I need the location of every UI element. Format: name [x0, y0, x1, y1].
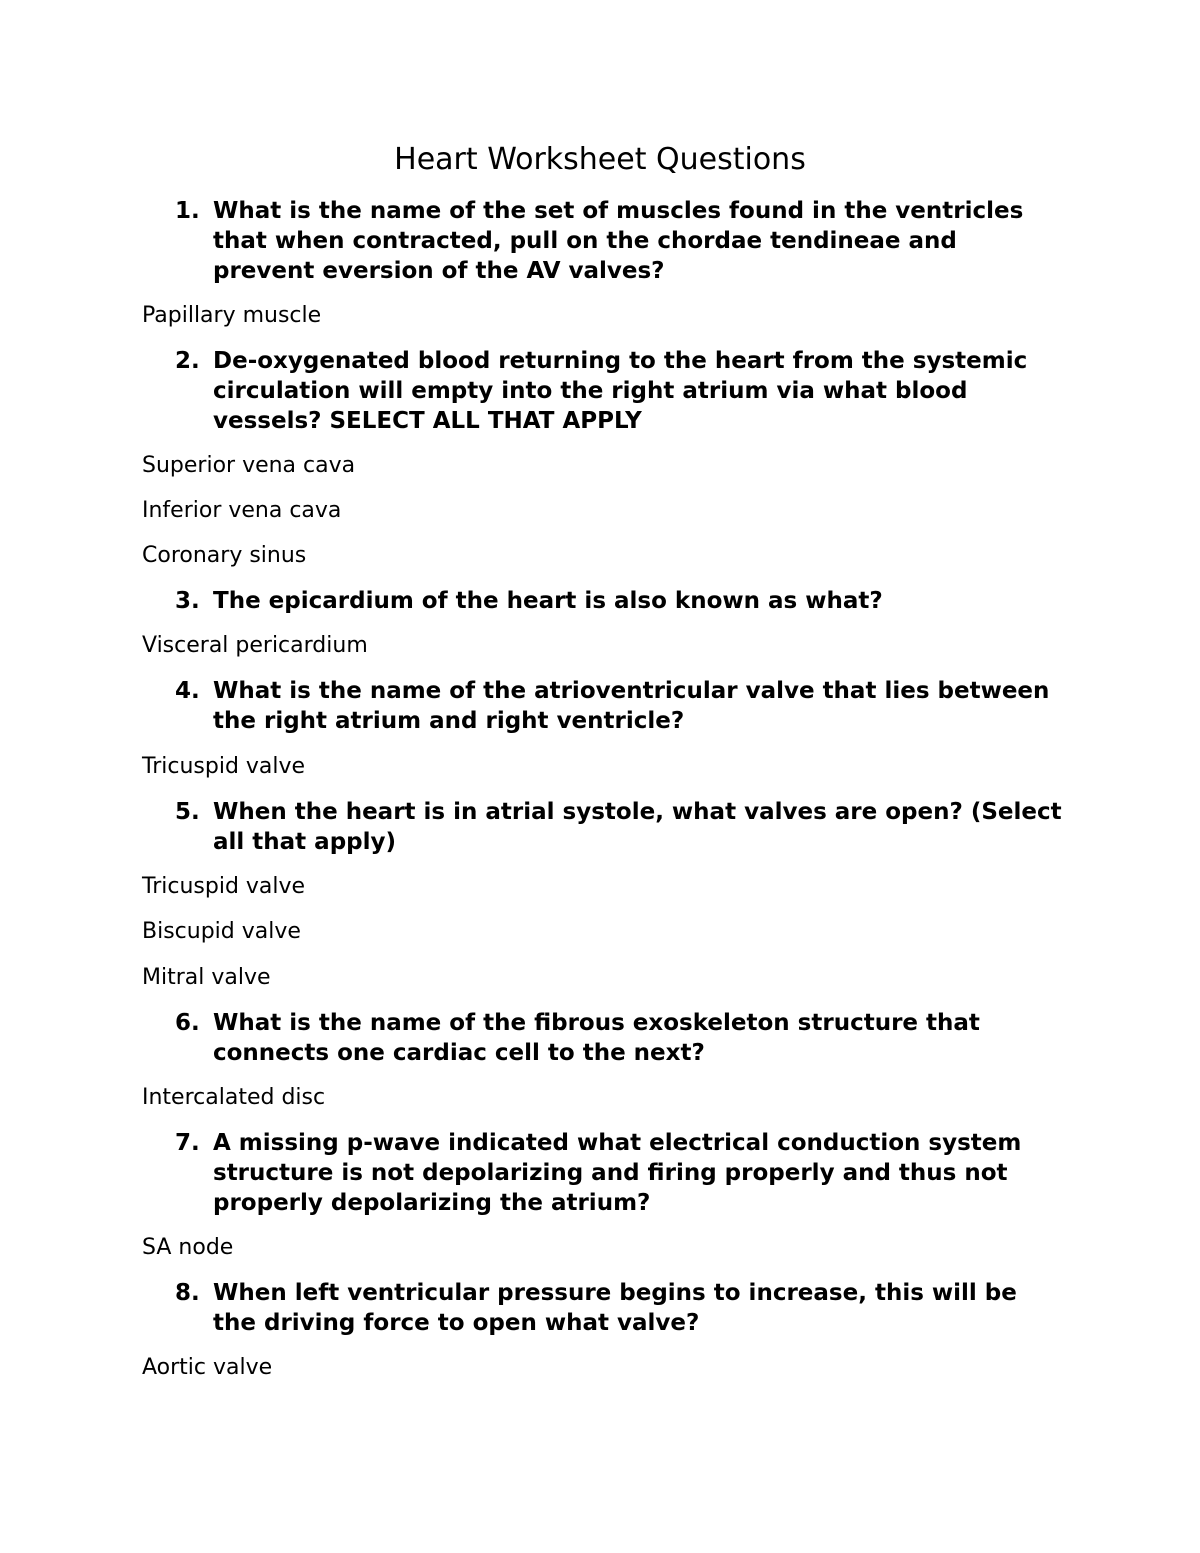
question-number: 4.	[175, 678, 200, 704]
question-text: What is the name of the set of muscles found in the ventricles that when contracted, pull on the chordae tendineae and prevent eversion of the AV valves?	[213, 198, 1024, 284]
question-text: The epicardium of the heart is also known as what?	[213, 588, 883, 614]
question-number: 5.	[175, 799, 200, 825]
question-text: What is the name of the atrioventricular valve that lies between the right atrium and right ventricle?	[213, 678, 1050, 734]
question-8	[175, 1278, 1065, 1338]
question-text: De-oxygenated blood returning to the heart from the systemic circulation will empty into the right atrium via what blood vessels? SELECT ALL THAT APPLY	[213, 348, 1028, 434]
question-1	[175, 196, 1065, 286]
answer-5c: Mitral valve	[142, 965, 271, 990]
question-number: 1.	[175, 198, 200, 224]
question-2	[175, 346, 1065, 436]
answer-4: Tricuspid valve	[142, 754, 306, 779]
question-3	[175, 586, 1065, 616]
question-5	[175, 797, 1065, 857]
question-text: When left ventricular pressure begins to increase, this will be the driving force to open what valve?	[213, 1280, 1017, 1336]
answer-2a: Superior vena cava	[142, 453, 356, 478]
question-number: 2.	[175, 348, 200, 374]
answer-5a: Tricuspid valve	[142, 874, 306, 899]
answer-8: Aortic valve	[142, 1355, 273, 1380]
question-number: 3.	[175, 588, 200, 614]
question-number: 8.	[175, 1280, 200, 1306]
answer-5b: Biscupid valve	[142, 919, 301, 944]
question-4	[175, 676, 1065, 736]
answer-7: SA node	[142, 1235, 234, 1260]
page-title: Heart Worksheet Questions	[394, 142, 806, 177]
question-text: What is the name of the fibrous exoskeleton structure that connects one cardiac cell to the next?	[213, 1010, 980, 1066]
answer-2b: Inferior vena cava	[142, 498, 342, 523]
question-7	[175, 1128, 1065, 1218]
question-number: 6.	[175, 1010, 200, 1036]
answer-2c: Coronary sinus	[142, 543, 307, 568]
question-6	[175, 1008, 1065, 1068]
question-text: A missing p-wave indicated what electrical conduction system structure is not depolarizing and firing properly and thus not properly depolarizing the atrium?	[213, 1130, 1022, 1216]
question-text: When the heart is in atrial systole, what valves are open? (Select all that apply)	[213, 799, 1062, 855]
answer-1: Papillary muscle	[142, 303, 322, 328]
answer-3: Visceral pericardium	[142, 633, 368, 658]
question-number: 7.	[175, 1130, 200, 1156]
answer-6: Intercalated disc	[142, 1085, 326, 1110]
